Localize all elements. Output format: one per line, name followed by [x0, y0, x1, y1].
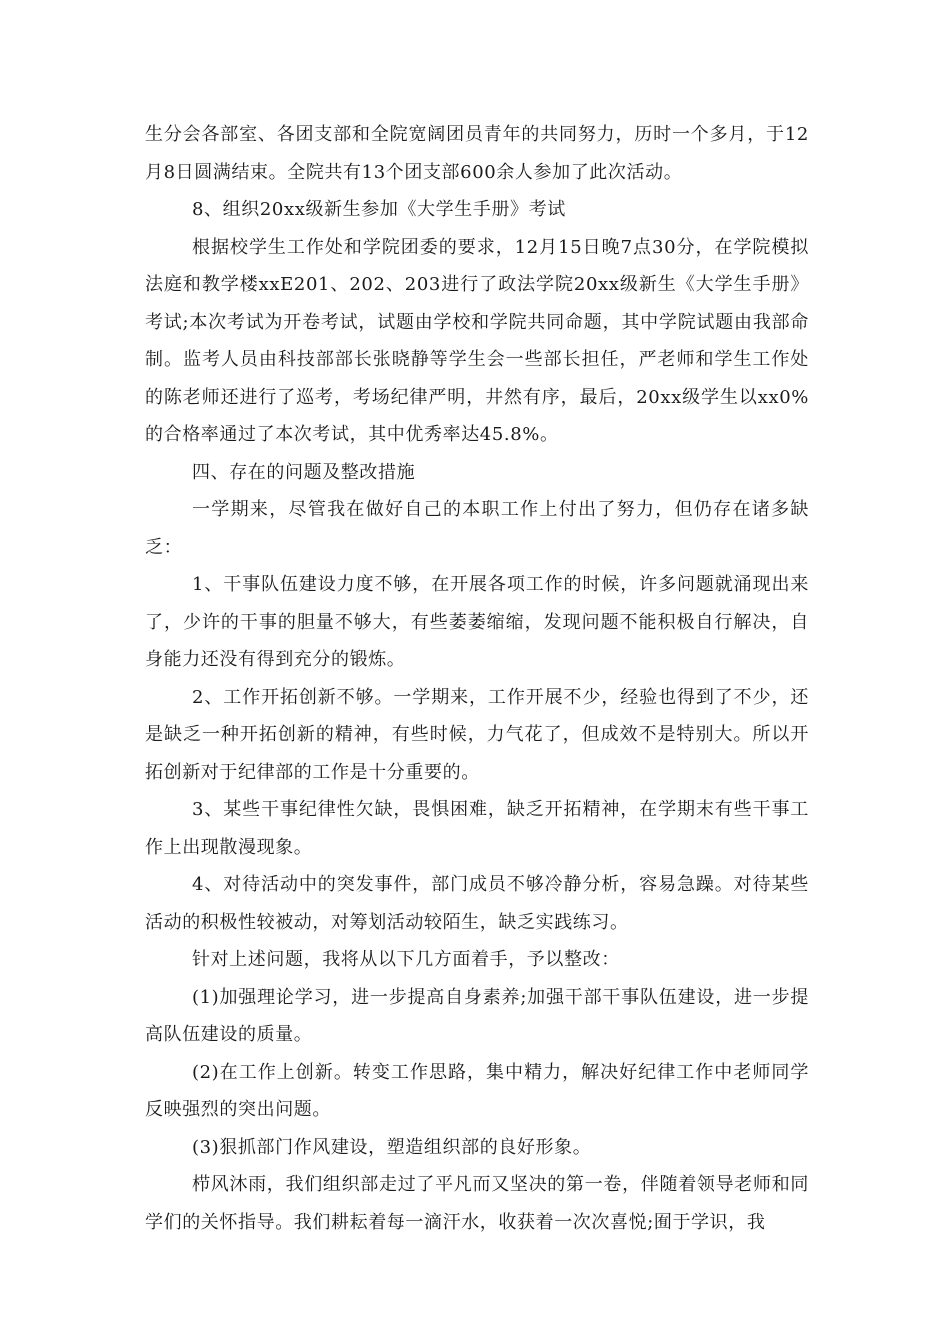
problem-item-1: 1、干事队伍建设力度不够，在开展各项工作的时候，许多问题就涌现出来了，少许的干事的胆量不够大，有些萎萎缩缩，发现问题不能积极自行解决，自身能力还没有得到充分的锻炼。 — [145, 574, 809, 670]
problem-item-4: 4、对待活动中的突发事件，部门成员不够冷静分析，容易急躁。对待某些活动的积极性较被动，对筹划活动较陌生，缺乏实践练习。 — [145, 874, 809, 933]
rectification-item-3: (3)狠抓部门作风建设，塑造组织部的良好形象。 — [192, 1136, 592, 1158]
problem-item-3: 3、某些干事纪律性欠缺，畏惧困难，缺乏开拓精神，在学期末有些干事工作上出现散漫现象。 — [145, 799, 809, 858]
section-4-heading: 四、存在的问题及整改措施 — [192, 461, 416, 483]
rectification-item-2: (2)在工作上创新。转变工作思路，集中精力，解决好纪律工作中老师同学反映强烈的突出问题。 — [145, 1061, 809, 1120]
paragraph-exam-report: 根据校学生工作处和学院团委的要求，12月15日晚7点30分，在学院模拟法庭和教学楼xxE201、202、203进行了政法学院20xx级新生《大学生手册》考试;本次考试为开卷考试，试题由学校和学院共同命题，其中学院试题由我部命制。监考人员由科技部部长张晓静等学生会一些部长担任，严老师和学生工作处的陈老师还进行了巡考，考场纪律严明，井然有序，最后，20xx级学生以xx0%的合格率通过了本次考试，其中优秀率达45.8%。 — [145, 236, 809, 445]
document-body — [145, 116, 809, 1241]
section-item-8-title: 8、组织20xx级新生参加《大学生手册》考试 — [192, 199, 566, 220]
problem-item-2: 2、工作开拓创新不够。一学期来，工作开展不少，经验也得到了不少，还是缺乏一种开拓创新的精神，有些时候，力气花了，但成效不是特别大。所以开拓创新对于纪律部的工作是十分重要的。 — [145, 686, 809, 783]
rectification-intro: 针对上述问题，我将从以下几方面着手，予以整改： — [192, 949, 620, 970]
rectification-item-1: (1)加强理论学习，进一步提高自身素养;加强干部干事队伍建设，进一步提高队伍建设的质量。 — [145, 986, 809, 1045]
paragraph-closing: 栉风沐雨，我们组织部走过了平凡而又坚决的第一卷，伴随着领导老师和同学们的关怀指导。我们耕耘着每一滴汗水，收获着一次次喜悦;囿于学识，我 — [145, 1174, 809, 1233]
paragraph-continuation: 生分会各部室、各团支部和全院宽阔团员青年的共同努力，历时一个多月，于12月8日圆满结束。全院共有13个团支部600余人参加了此次活动。 — [145, 124, 809, 183]
paragraph-shortcomings-intro: 一学期来，尽管我在做好自己的本职工作上付出了努力，但仍存在诸多缺乏： — [145, 499, 809, 558]
